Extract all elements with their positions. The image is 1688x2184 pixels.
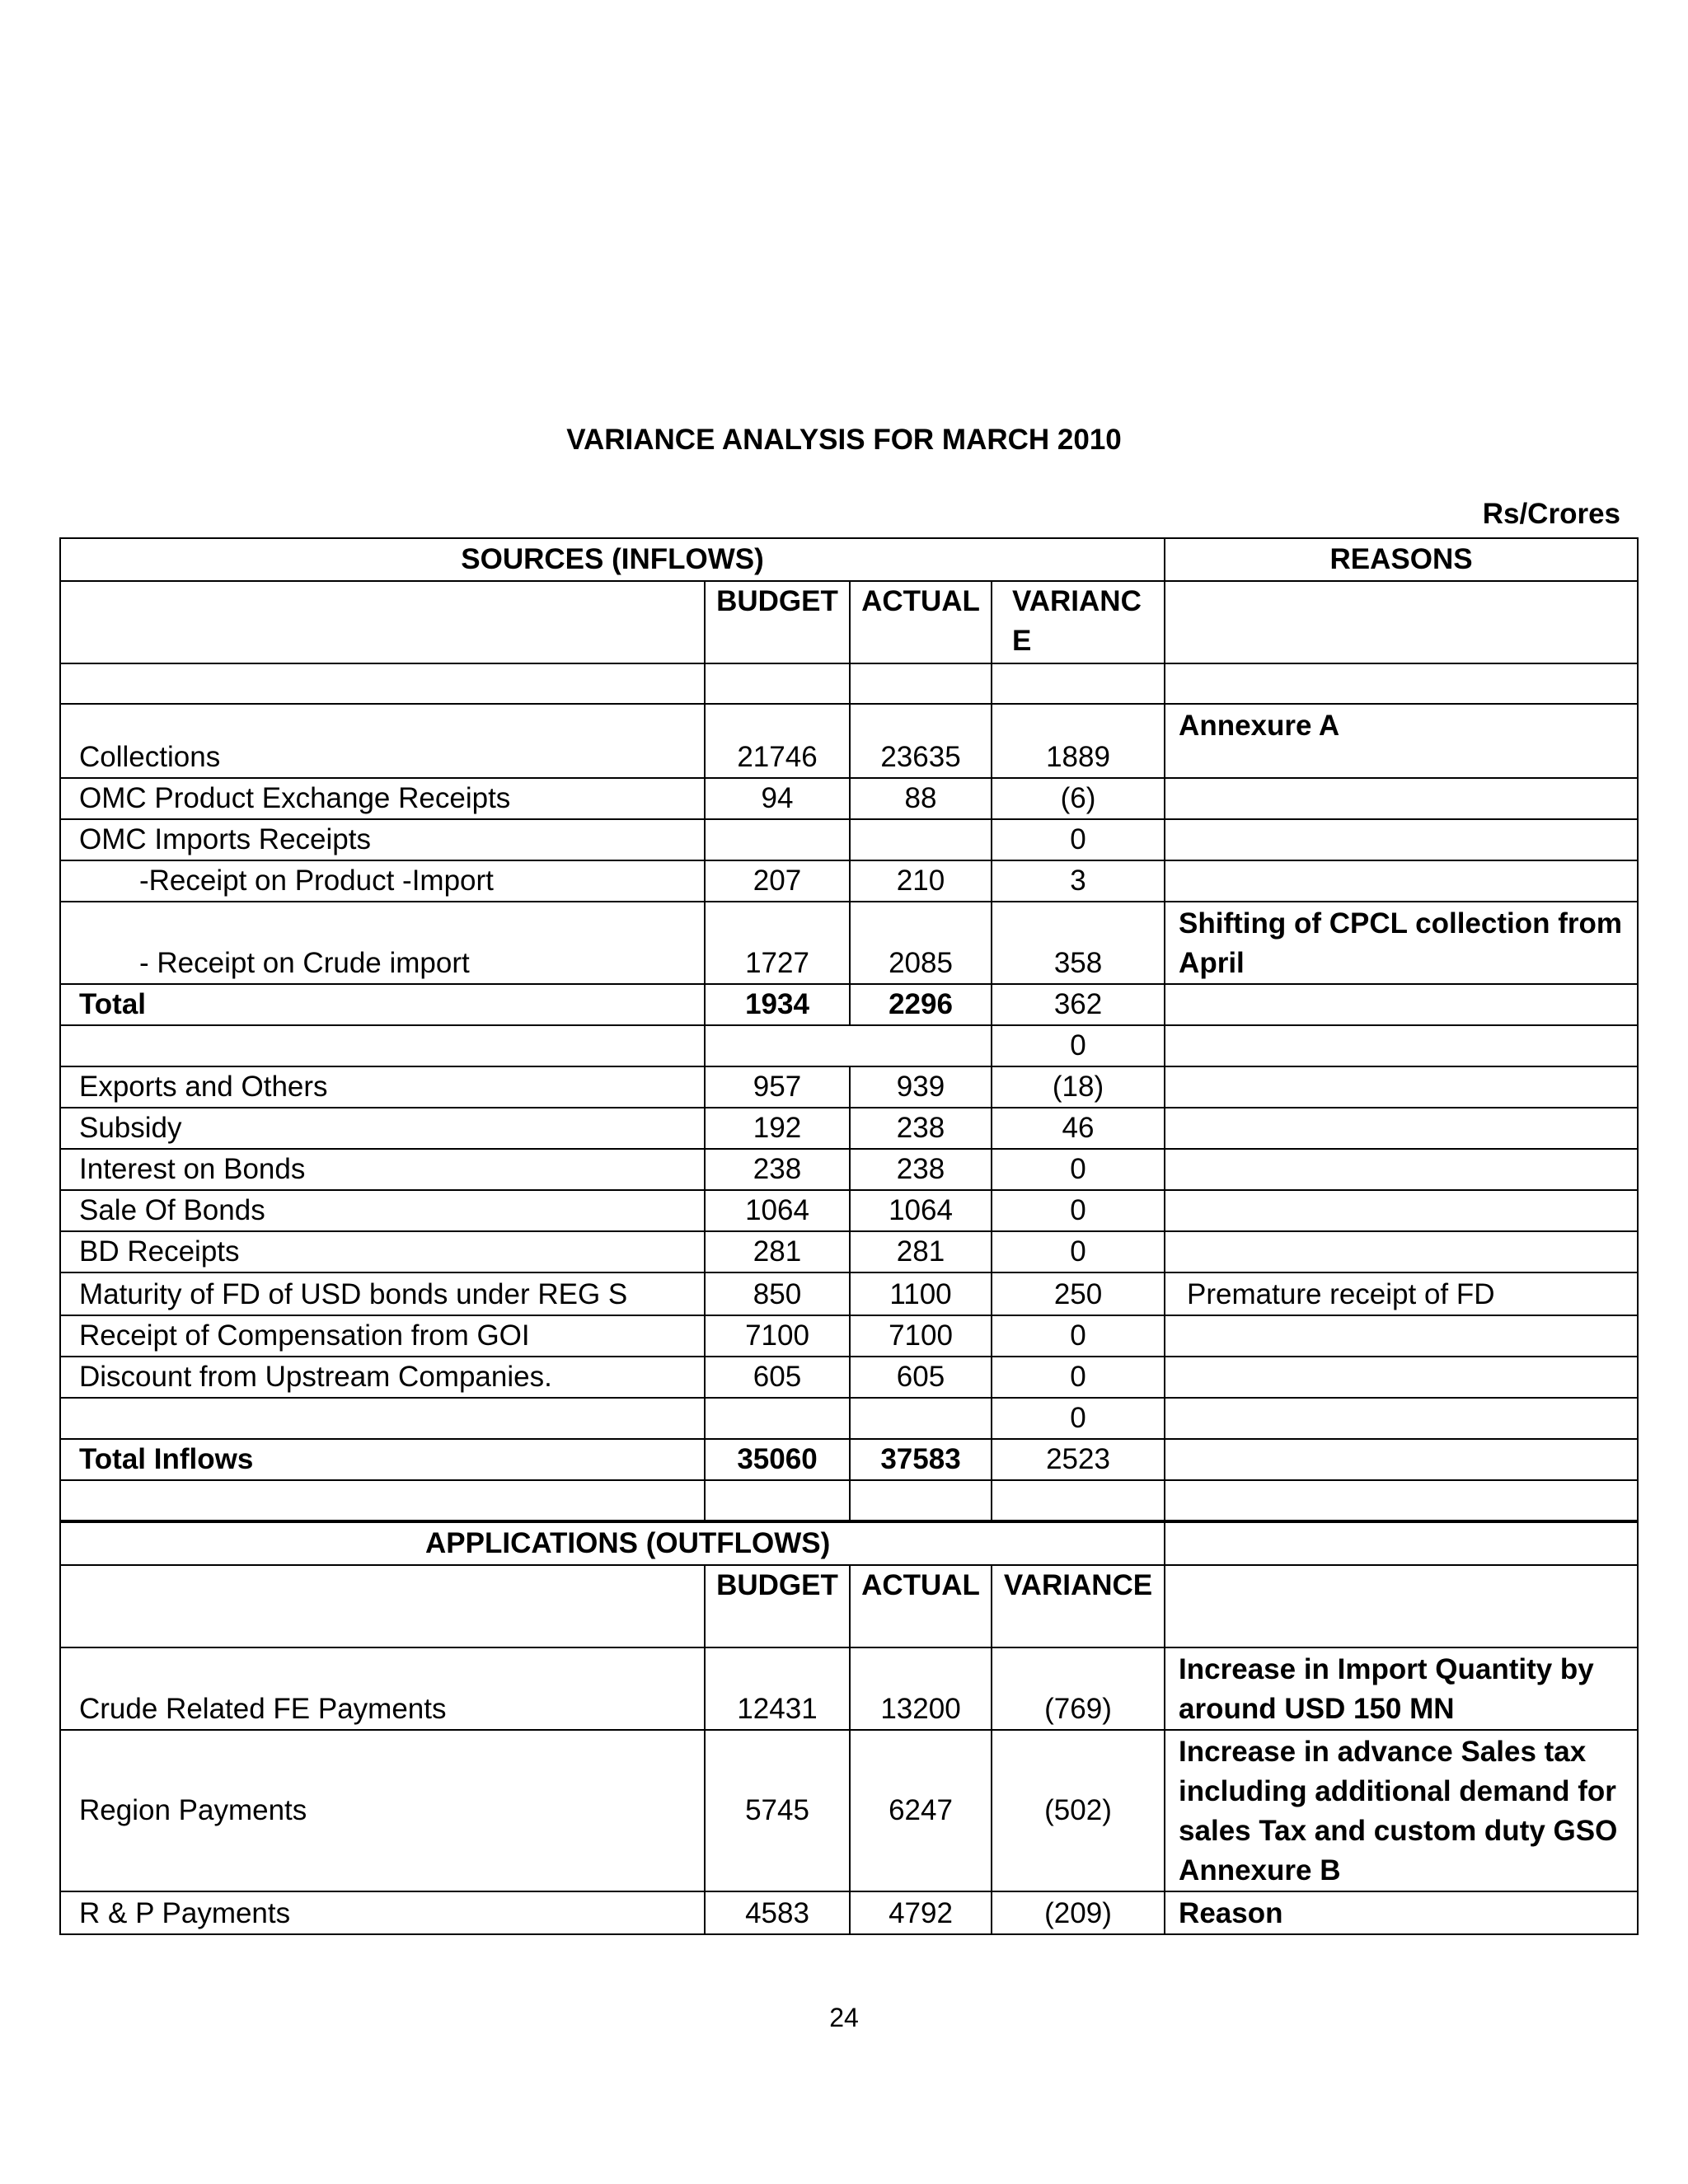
actual-value: 2085 xyxy=(850,902,992,984)
table-row xyxy=(60,1480,1638,1521)
actual-value: 23635 xyxy=(850,704,992,778)
row-label: Total xyxy=(60,984,705,1025)
actual-value: 605 xyxy=(850,1357,992,1398)
reason-text: Premature receipt of FD xyxy=(1165,1272,1638,1315)
variance-value: 0 xyxy=(992,819,1165,860)
budget-value: 192 xyxy=(705,1108,850,1149)
actual-value: 6247 xyxy=(850,1730,992,1891)
budget-value: 850 xyxy=(705,1272,850,1315)
actual-column-header: ACTUAL xyxy=(850,581,992,663)
actual-value: 13200 xyxy=(850,1647,992,1730)
row-label: Total Inflows xyxy=(60,1439,705,1480)
variance-value: 0 xyxy=(992,1315,1165,1357)
variance-value: 250 xyxy=(992,1272,1165,1315)
table-row xyxy=(60,1149,1638,1190)
page-title: VARIANCE ANALYSIS FOR MARCH 2010 xyxy=(566,424,1122,456)
row-label: Receipt of Compensation from GOI xyxy=(60,1315,705,1357)
table-row xyxy=(60,1730,1638,1891)
variance-column-header: VARIANCE xyxy=(992,581,1165,663)
row-label: Crude Related FE Payments xyxy=(60,1647,705,1730)
actual-value: 281 xyxy=(850,1231,992,1272)
budget-value: 5745 xyxy=(705,1730,850,1891)
table-row xyxy=(60,1272,1638,1315)
budget-column-header: BUDGET xyxy=(705,581,850,663)
table-row xyxy=(60,819,1638,860)
budget-value: 35060 xyxy=(705,1439,850,1480)
applications-header-row xyxy=(60,1521,1638,1565)
sources-header-row xyxy=(60,538,1638,581)
sources-header: SOURCES (INFLOWS) xyxy=(60,538,1165,581)
variance-value: 362 xyxy=(992,984,1165,1025)
table-row xyxy=(60,1231,1638,1272)
variance-value: 0 xyxy=(992,1231,1165,1272)
budget-value: 94 xyxy=(705,778,850,819)
reason-text: Increase in Import Quantity by around USD 150 MN xyxy=(1165,1647,1638,1730)
variance-value: 0 xyxy=(992,1357,1165,1398)
row-label: - Receipt on Crude import xyxy=(60,902,705,984)
variance-value: 0 xyxy=(992,1190,1165,1231)
page-number: 24 xyxy=(829,2003,859,2032)
variance-value: 46 xyxy=(992,1108,1165,1149)
variance-value: 1889 xyxy=(992,704,1165,778)
variance-value: (209) xyxy=(992,1891,1165,1934)
row-label: Discount from Upstream Companies. xyxy=(60,1357,705,1398)
reasons-header: REASONS xyxy=(1165,538,1638,581)
actual-value: 37583 xyxy=(850,1439,992,1480)
table-row xyxy=(60,1190,1638,1231)
reason-text: Reason xyxy=(1165,1891,1638,1934)
variance-value: 0 xyxy=(992,1025,1165,1066)
budget-value: 207 xyxy=(705,860,850,902)
actual-value: 2296 xyxy=(850,984,992,1025)
budget-value: 957 xyxy=(705,1066,850,1108)
table-row xyxy=(60,1066,1638,1108)
budget-value: 12431 xyxy=(705,1647,850,1730)
table-row xyxy=(60,1398,1638,1439)
row-label: Region Payments xyxy=(60,1730,705,1891)
variance-table xyxy=(59,537,1639,1935)
row-label: Maturity of FD of USD bonds under REG S xyxy=(60,1272,705,1315)
actual-value: 4792 xyxy=(850,1891,992,1934)
unit-label: Rs/Crores xyxy=(1482,498,1620,530)
budget-value: 7100 xyxy=(705,1315,850,1357)
row-label: OMC Imports Receipts xyxy=(60,819,705,860)
actual-value: 210 xyxy=(850,860,992,902)
actual-column-header: ACTUAL xyxy=(850,1565,992,1647)
table-row xyxy=(60,778,1638,819)
variance-value: 0 xyxy=(992,1398,1165,1439)
table-row xyxy=(60,1025,1638,1066)
table-row xyxy=(60,860,1638,902)
row-label: Interest on Bonds xyxy=(60,1149,705,1190)
budget-value: 1934 xyxy=(705,984,850,1025)
budget-column-header: BUDGET xyxy=(705,1565,850,1647)
row-label: -Receipt on Product -Import xyxy=(60,860,705,902)
row-label: BD Receipts xyxy=(60,1231,705,1272)
reason-text: Shifting of CPCL collection from April xyxy=(1165,902,1638,984)
variance-value: 3 xyxy=(992,860,1165,902)
table-row xyxy=(60,1108,1638,1149)
row-label: R & P Payments xyxy=(60,1891,705,1934)
table-row xyxy=(60,1891,1638,1934)
budget-value: 4583 xyxy=(705,1891,850,1934)
budget-value: 281 xyxy=(705,1231,850,1272)
table-row xyxy=(60,1357,1638,1398)
table-row xyxy=(60,1315,1638,1357)
budget-value: 21746 xyxy=(705,704,850,778)
variance-value: 0 xyxy=(992,1149,1165,1190)
table-row xyxy=(60,1647,1638,1730)
reason-text: Increase in advance Sales tax including additional demand for sales Tax and custom duty GSO Annexure B xyxy=(1165,1730,1638,1891)
row-label: OMC Product Exchange Receipts xyxy=(60,778,705,819)
actual-value: 238 xyxy=(850,1108,992,1149)
actual-value: 1064 xyxy=(850,1190,992,1231)
table-row xyxy=(60,984,1638,1025)
variance-column-header: VARIANCE xyxy=(992,1565,1165,1647)
table-row xyxy=(60,902,1638,984)
variance-value: (502) xyxy=(992,1730,1165,1891)
table-row xyxy=(60,1439,1638,1480)
variance-value: (18) xyxy=(992,1066,1165,1108)
inflow-column-header-row xyxy=(60,581,1638,663)
row-label: Sale Of Bonds xyxy=(60,1190,705,1231)
variance-value: (6) xyxy=(992,778,1165,819)
table-row xyxy=(60,704,1638,778)
row-label: Subsidy xyxy=(60,1108,705,1149)
variance-value: (769) xyxy=(992,1647,1165,1730)
budget-value: 1727 xyxy=(705,902,850,984)
reason-text: Annexure A xyxy=(1165,704,1638,778)
budget-value: 605 xyxy=(705,1357,850,1398)
variance-value: 358 xyxy=(992,902,1165,984)
budget-value: 1064 xyxy=(705,1190,850,1231)
variance-value: 2523 xyxy=(992,1439,1165,1480)
outflow-column-header-row xyxy=(60,1565,1638,1647)
actual-value: 7100 xyxy=(850,1315,992,1357)
row-label: Exports and Others xyxy=(60,1066,705,1108)
actual-value: 88 xyxy=(850,778,992,819)
row-label: Collections xyxy=(60,704,705,778)
actual-value: 238 xyxy=(850,1149,992,1190)
table-row xyxy=(60,663,1638,704)
budget-value: 238 xyxy=(705,1149,850,1190)
actual-value: 939 xyxy=(850,1066,992,1108)
actual-value: 1100 xyxy=(850,1272,992,1315)
applications-header: APPLICATIONS (OUTFLOWS) xyxy=(60,1521,1165,1565)
